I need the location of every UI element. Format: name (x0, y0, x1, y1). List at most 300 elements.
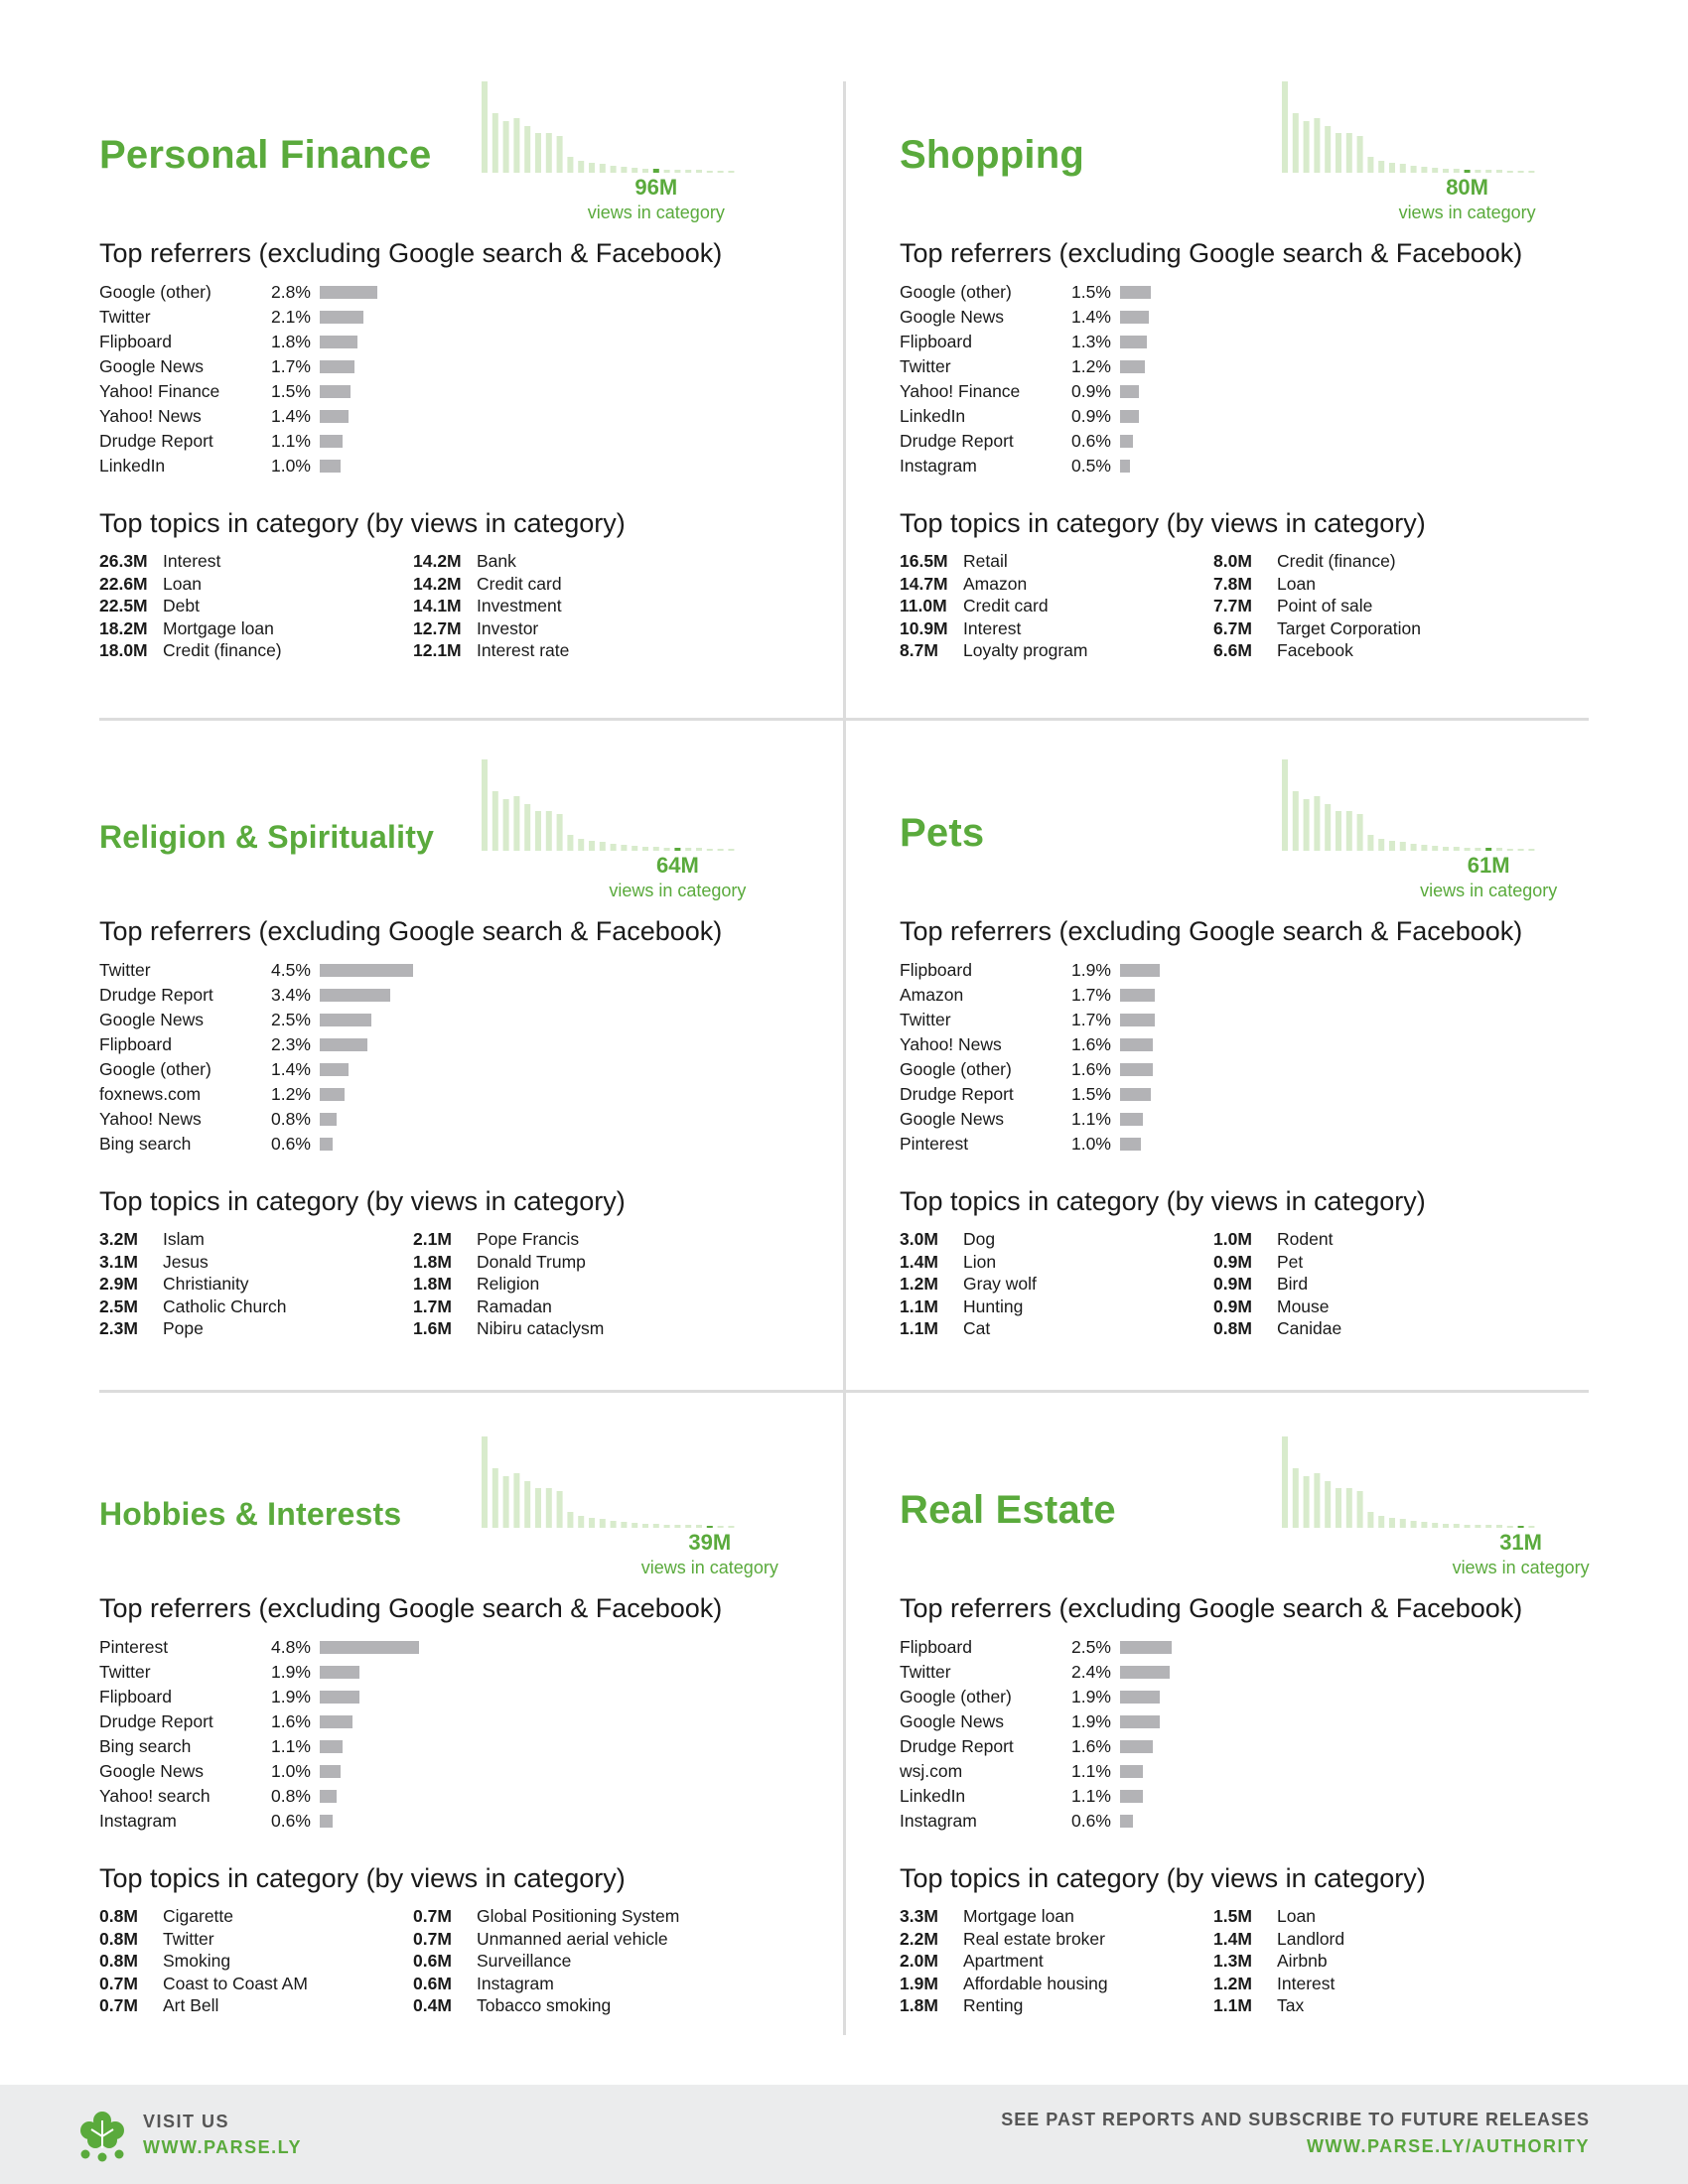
sparkline-bar (1282, 759, 1288, 851)
topic-name: Loan (163, 573, 202, 594)
topic-views: 1.1M (900, 1318, 938, 1338)
referrer-percent: 1.6% (1071, 1059, 1111, 1079)
views-caption: views in category (1420, 881, 1558, 900)
referrer-name: Pinterest (900, 1134, 969, 1154)
referrer-row (900, 1032, 1317, 1057)
referrer-row (99, 404, 516, 429)
topic-name: Religion (477, 1274, 540, 1294)
views-sparkline (482, 759, 740, 851)
topic-row (900, 1317, 1207, 1340)
sparkline-bar (621, 167, 627, 173)
topic-row (413, 1228, 721, 1251)
topic-views: 1.9M (900, 1973, 938, 1993)
referrer-bar (320, 989, 390, 1002)
referrers-heading: Top referrers (excluding Google search & Facebook) (900, 1593, 1523, 1623)
referrer-row (900, 379, 1317, 404)
topic-name: Facebook (1277, 640, 1353, 660)
referrers-list (900, 1635, 1317, 1834)
referrer-bar (1120, 1088, 1151, 1101)
sparkline-bar (1454, 1524, 1460, 1528)
sparkline-bar (674, 1525, 680, 1528)
topics-column (413, 550, 721, 662)
topic-name: Pope (163, 1318, 204, 1338)
sparkline-bar (1443, 1524, 1449, 1528)
sparkline-bar (482, 81, 488, 173)
referrers-list (900, 280, 1317, 478)
sparkline-bar (524, 126, 530, 173)
referrer-percent: 1.9% (271, 1662, 311, 1682)
sparkline-bar (535, 1488, 541, 1528)
topic-row (99, 617, 407, 640)
referrer-percent: 1.6% (1071, 1034, 1111, 1054)
sparkline-bar (1485, 170, 1491, 173)
referrer-row (900, 958, 1317, 983)
topic-row (900, 1905, 1207, 1928)
sparkline-bar (1389, 1518, 1395, 1528)
referrer-bar (1120, 1691, 1160, 1704)
topic-name: Interest (1277, 1973, 1336, 1993)
referrer-bar (320, 1765, 341, 1778)
topic-views: 1.7M (413, 1296, 452, 1316)
topic-views: 1.2M (900, 1274, 938, 1294)
topic-name: Retail (963, 551, 1008, 571)
category-title: Personal Finance (99, 133, 432, 177)
sparkline-bar (611, 166, 617, 173)
topic-views: 0.8M (1213, 1318, 1252, 1338)
referrer-row (99, 1008, 516, 1032)
views-caption: views in category (1398, 203, 1536, 222)
topic-row (413, 550, 721, 573)
referrer-percent: 1.0% (271, 1761, 311, 1781)
sparkline-bar (1325, 804, 1331, 851)
referrer-name: Google News (900, 1109, 1005, 1129)
topic-views: 18.2M (99, 617, 148, 638)
sparkline-bar (1485, 1525, 1491, 1528)
sparkline-bar (1367, 1512, 1373, 1528)
referrer-bar (320, 1666, 359, 1679)
topic-views: 3.3M (900, 1906, 938, 1926)
referrer-bar (320, 1014, 371, 1026)
topic-name: Debt (163, 596, 200, 615)
topic-views: 3.2M (99, 1229, 138, 1249)
referrer-name: Instagram (99, 1811, 177, 1831)
sparkline-bar (685, 1525, 691, 1528)
referrer-name: Yahoo! News (900, 1034, 1002, 1054)
referrer-row (99, 454, 516, 478)
referrer-row (99, 983, 516, 1008)
referrer-name: Twitter (99, 307, 151, 327)
sparkline-bar (1507, 171, 1513, 173)
referrer-name: Pinterest (99, 1637, 169, 1657)
referrer-percent: 1.1% (271, 431, 311, 451)
center-divider (843, 81, 846, 2035)
sparkline-bar (696, 848, 702, 851)
visit-us-link[interactable]: WWW.PARSE.LY (143, 2137, 303, 2157)
referrer-row (900, 354, 1317, 379)
category-panel (99, 759, 794, 1395)
topic-views: 22.6M (99, 573, 148, 594)
topic-row (900, 1273, 1207, 1296)
sparkline-bar (1443, 169, 1449, 173)
topic-row (413, 1317, 721, 1340)
sparkline-bar-highlight (674, 848, 680, 851)
topic-views: 18.0M (99, 640, 148, 660)
topic-name: Loyalty program (963, 640, 1088, 660)
topic-views: 1.2M (1213, 1973, 1252, 1993)
referrer-bar (320, 286, 377, 299)
referrers-list (99, 280, 516, 478)
referrers-heading: Top referrers (excluding Google search & Facebook) (99, 238, 723, 268)
sparkline-bar (728, 1526, 734, 1528)
topic-views: 14.2M (413, 551, 462, 571)
category-title: Pets (900, 811, 985, 855)
sparkline-bar (492, 791, 498, 851)
referrer-name: Yahoo! Finance (99, 381, 220, 401)
referrer-percent: 1.4% (271, 1059, 311, 1079)
sparkline-bar (674, 170, 680, 173)
sparkline-bar (589, 1518, 595, 1528)
referrer-row (900, 1635, 1317, 1660)
sparkline-bar (546, 811, 552, 851)
topic-row (413, 1905, 721, 1928)
referrer-name: LinkedIn (99, 456, 166, 476)
topic-name: Affordable housing (963, 1973, 1108, 1993)
topic-name: Investor (477, 617, 539, 638)
referrer-name: Twitter (99, 1662, 151, 1682)
referrer-row (900, 1008, 1317, 1032)
referrer-percent: 1.5% (1071, 282, 1111, 302)
topic-name: Mortgage loan (963, 1906, 1074, 1926)
topic-views: 8.0M (1213, 551, 1252, 571)
views-caption: views in category (1452, 1558, 1590, 1577)
topic-row (900, 1973, 1207, 1995)
sparkline-bar (653, 847, 659, 851)
topic-name: Surveillance (477, 1951, 572, 1971)
referrer-percent: 4.5% (271, 960, 311, 980)
sparkline-bar (1314, 118, 1320, 173)
referrer-name: Yahoo! Finance (900, 381, 1021, 401)
topic-name: Tax (1277, 1995, 1305, 2015)
sparkline-bar (524, 804, 530, 851)
sparkline-bar (1411, 1521, 1417, 1528)
sparkline-bar (1325, 1481, 1331, 1528)
referrer-name: LinkedIn (900, 406, 966, 426)
referrer-row (900, 1660, 1317, 1685)
referrer-bar (320, 1063, 349, 1076)
sparkline-bar (600, 164, 606, 173)
sparkline-bar (718, 849, 724, 851)
referrer-bar (1120, 1790, 1143, 1803)
referrer-row (900, 1709, 1317, 1734)
topic-views: 12.7M (413, 617, 462, 638)
sparkline-bar (1432, 1523, 1438, 1528)
sparkline-bar (1304, 799, 1310, 851)
referrer-name: Google News (900, 1711, 1005, 1731)
sparkline-bar (589, 841, 595, 851)
sparkline-bar-highlight (653, 169, 659, 173)
sparkline-bar (546, 133, 552, 173)
referrer-name: Bing search (99, 1134, 192, 1154)
topic-views: 16.5M (900, 551, 948, 571)
sparkline-bar (696, 170, 702, 173)
sparkline-bar (1346, 133, 1352, 173)
referrer-bar (320, 1740, 343, 1753)
views-count: 39M (688, 1530, 732, 1555)
referrer-row (99, 1734, 516, 1759)
topic-row (900, 1251, 1207, 1274)
referrer-bar (1120, 1641, 1172, 1654)
topic-name: Credit (finance) (163, 640, 282, 660)
topic-name: Airbnb (1277, 1951, 1328, 1971)
views-count: 31M (1499, 1530, 1542, 1555)
topic-views: 0.8M (99, 1906, 138, 1926)
topic-row (900, 1994, 1207, 2017)
referrer-percent: 0.8% (271, 1786, 311, 1806)
sparkline-bar (503, 799, 509, 851)
topics-column (900, 1905, 1207, 2017)
sparkline-bar (578, 161, 584, 173)
topic-row (99, 573, 407, 596)
topic-views: 1.8M (900, 1995, 938, 2015)
referrer-bar (1120, 311, 1149, 324)
topic-name: Real estate broker (963, 1928, 1105, 1949)
topic-row (900, 617, 1207, 640)
topic-name: Loan (1277, 573, 1316, 594)
referrer-row (99, 1784, 516, 1809)
topic-views: 1.4M (900, 1251, 938, 1272)
topic-row (1213, 617, 1521, 640)
topic-views: 1.4M (1213, 1928, 1252, 1949)
referrer-percent: 2.1% (271, 307, 311, 327)
sparkline-bar (1336, 133, 1341, 173)
topic-row (413, 639, 721, 662)
topic-views: 0.7M (99, 1995, 138, 2015)
referrer-percent: 1.0% (1071, 1134, 1111, 1154)
topic-row (413, 617, 721, 640)
referrer-percent: 2.5% (271, 1010, 311, 1029)
topic-row (1213, 1296, 1521, 1318)
sparkline-bar (1518, 171, 1524, 173)
topics-column (413, 1228, 721, 1340)
topic-row (99, 1973, 407, 1995)
sparkline-bar (1304, 1476, 1310, 1528)
sparkline-bar (1314, 796, 1320, 851)
topic-name: Mortgage loan (163, 617, 274, 638)
referrers-heading: Top referrers (excluding Google search & Facebook) (99, 916, 723, 946)
topic-row (1213, 573, 1521, 596)
topic-name: Global Positioning System (477, 1906, 680, 1926)
topic-name: Apartment (963, 1951, 1044, 1971)
referrer-percent: 1.1% (1071, 1786, 1111, 1806)
topic-row (1213, 1317, 1521, 1340)
referrer-name: Flipboard (900, 1637, 972, 1657)
referrer-bar (320, 1715, 352, 1728)
topic-row (99, 1905, 407, 1928)
sparkline-bar (632, 168, 637, 173)
referrer-percent: 1.6% (271, 1711, 311, 1731)
referrer-bar (320, 1138, 333, 1151)
parsely-leaf-icon[interactable] (77, 2107, 127, 2162)
referrer-name: Flipboard (900, 960, 972, 980)
referrer-row (99, 354, 516, 379)
sparkline-bar (557, 1491, 563, 1528)
category-title: Hobbies & Interests (99, 1496, 402, 1532)
referrer-row (900, 429, 1317, 454)
topic-name: Coast to Coast AM (163, 1973, 308, 1993)
sparkline-bar (1454, 169, 1460, 173)
sparkline-bar (546, 1488, 552, 1528)
referrer-bar (320, 1088, 345, 1101)
referrer-name: Google (other) (900, 1059, 1012, 1079)
referrer-percent: 1.1% (1071, 1761, 1111, 1781)
referrer-bar (1120, 1113, 1143, 1126)
sparkline-bar (664, 848, 670, 851)
topic-views: 0.7M (413, 1906, 452, 1926)
views-count: 80M (1446, 175, 1488, 200)
sparkline-bar (600, 842, 606, 851)
sparkline-bar (642, 169, 648, 173)
topic-row (99, 1928, 407, 1951)
referrer-row (900, 1107, 1317, 1132)
referrer-bar (320, 336, 357, 348)
views-count: 96M (634, 175, 678, 200)
topic-name: Hunting (963, 1296, 1024, 1316)
referrer-row (900, 1734, 1317, 1759)
topic-row (900, 550, 1207, 573)
sparkline-bar-highlight (1465, 170, 1471, 173)
referrer-bar (320, 1691, 359, 1704)
referrer-bar (1120, 1666, 1170, 1679)
topics-column (900, 1228, 1207, 1340)
referrer-name: Drudge Report (99, 431, 213, 451)
referrer-bar (1120, 989, 1155, 1002)
referrer-name: Yahoo! search (99, 1786, 211, 1806)
topics-heading: Top topics in category (by views in category) (900, 1186, 1426, 1216)
referrer-row (99, 1107, 516, 1132)
referrer-name: Drudge Report (900, 431, 1014, 451)
referrer-name: Amazon (900, 985, 964, 1005)
sparkline-bar (1367, 157, 1373, 173)
sparkline-bar (1357, 1491, 1363, 1528)
sparkline-bar (503, 121, 509, 173)
sparkline-bar (567, 157, 573, 173)
topics-heading: Top topics in category (by views in category) (99, 508, 626, 538)
sparkline-bar (1378, 839, 1384, 851)
referrer-bar (320, 1790, 337, 1803)
sparkline-bar (621, 1522, 627, 1528)
referrer-row (99, 379, 516, 404)
referrer-bar (1120, 1740, 1153, 1753)
sparkline-bar (1432, 168, 1438, 173)
referrer-bar (1120, 1014, 1155, 1026)
topic-name: Donald Trump (477, 1251, 586, 1272)
referrer-bar (1120, 964, 1160, 977)
sparkline-bar (524, 1481, 530, 1528)
referrer-name: Google (other) (900, 282, 1012, 302)
referrer-bar (1120, 1715, 1160, 1728)
category-panel (99, 81, 794, 717)
referrer-percent: 0.8% (271, 1109, 311, 1129)
topic-name: Amazon (963, 573, 1028, 594)
topic-views: 14.1M (413, 596, 462, 615)
topic-views: 1.6M (413, 1318, 452, 1338)
topic-views: 0.8M (99, 1928, 138, 1949)
referrer-row (900, 1784, 1317, 1809)
sparkline-bar (482, 1436, 488, 1528)
views-caption: views in category (640, 1558, 778, 1577)
sparkline-bar (567, 1512, 573, 1528)
referrer-bar (1120, 435, 1133, 448)
referrer-percent: 1.9% (1071, 1687, 1111, 1706)
views-caption: views in category (609, 881, 747, 900)
views-count: 61M (1467, 853, 1510, 878)
referrer-percent: 0.6% (271, 1811, 311, 1831)
sparkline-bar (1496, 848, 1502, 851)
sparkline-bar (611, 1521, 617, 1528)
topic-name: Nibiru cataclysm (477, 1318, 605, 1338)
topic-name: Instagram (477, 1973, 554, 1993)
sparkline-bar (1357, 814, 1363, 851)
referrer-row (99, 1759, 516, 1784)
referrer-row (99, 280, 516, 305)
topic-row (99, 1296, 407, 1318)
sparkline-bar (1421, 1522, 1427, 1528)
topic-row (99, 1228, 407, 1251)
topic-row (900, 1950, 1207, 1973)
views-sparkline (482, 1436, 740, 1528)
sparkline-bar (1304, 121, 1310, 173)
referrer-name: Google (other) (900, 1687, 1012, 1706)
referrer-row (900, 1809, 1317, 1834)
referrer-percent: 1.9% (271, 1687, 311, 1706)
topic-name: Renting (963, 1995, 1024, 2015)
category-panel (99, 1436, 794, 2072)
sparkline-bar (1528, 1526, 1534, 1528)
topic-row (99, 550, 407, 573)
topic-name: Jesus (163, 1251, 209, 1272)
referrers-list (99, 958, 516, 1157)
referrer-name: foxnews.com (99, 1084, 202, 1104)
sparkline-bar (1475, 170, 1480, 173)
sparkline-bar (1443, 847, 1449, 851)
referrer-name: Twitter (900, 356, 951, 376)
topic-name: Islam (163, 1229, 205, 1249)
topic-row (1213, 1973, 1521, 1995)
topic-views: 10.9M (900, 617, 948, 638)
topic-views: 2.2M (900, 1928, 938, 1949)
sparkline-bar (1400, 1519, 1406, 1528)
referrer-bar (320, 410, 349, 423)
referrer-row (99, 1082, 516, 1107)
topics-heading: Top topics in category (by views in category) (99, 1186, 626, 1216)
topic-views: 14.2M (413, 573, 462, 594)
referrer-percent: 0.6% (1071, 1811, 1111, 1831)
topic-row (413, 1296, 721, 1318)
views-sparkline (482, 81, 740, 173)
referrer-percent: 2.3% (271, 1034, 311, 1054)
referrer-percent: 1.7% (1071, 1010, 1111, 1029)
topic-row (99, 1251, 407, 1274)
referrer-row (99, 429, 516, 454)
topic-name: Twitter (163, 1928, 214, 1949)
topic-row (413, 1950, 721, 1973)
referrer-percent: 1.7% (271, 356, 311, 376)
topic-name: Catholic Church (163, 1296, 287, 1316)
sparkline-bar (1507, 1526, 1513, 1528)
authority-link[interactable]: WWW.PARSE.LY/AUTHORITY (1307, 2136, 1590, 2156)
referrer-percent: 1.0% (271, 456, 311, 476)
referrer-percent: 2.5% (1071, 1637, 1111, 1657)
